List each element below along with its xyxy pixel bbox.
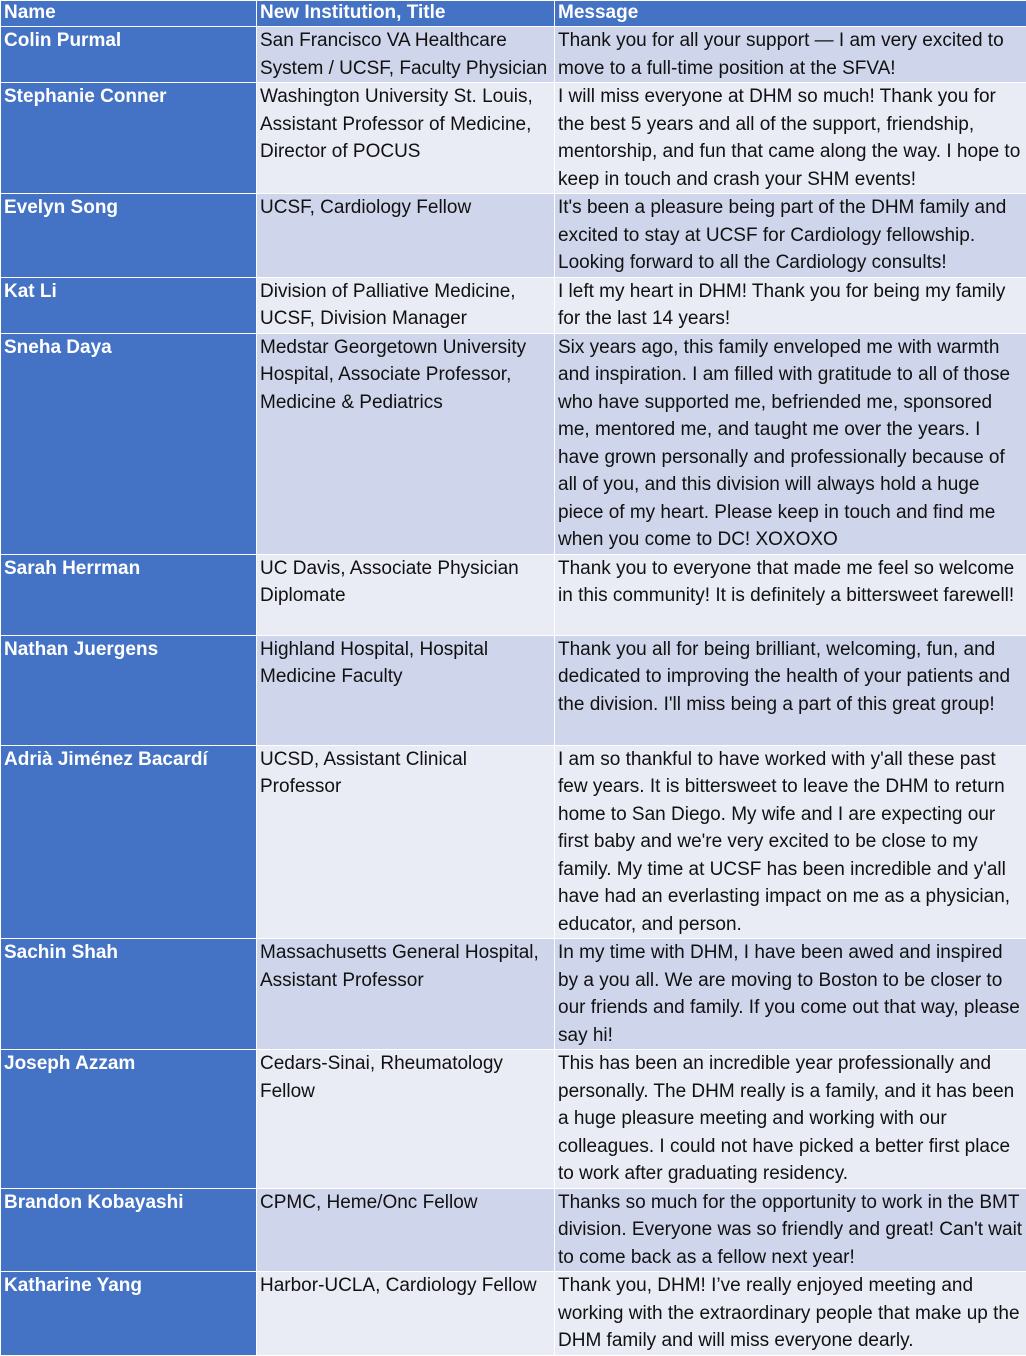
message-cell: This has been an incredible year professionally and personally. The DHM really is a family, and it has been a huge pleasure meeting and working with our colleagues. I could not have picked a better first place to work after graduating residency. bbox=[555, 1050, 1026, 1189]
institution-cell: UCSD, Assistant Clinical Professor bbox=[257, 745, 555, 939]
message-cell: Thank you, DHM! I’ve really enjoyed meeting and working with the extraordinary people that make up the DHM family and will miss everyone dearly. bbox=[555, 1272, 1026, 1356]
message-cell: Six years ago, this family enveloped me with warmth and inspiration. I am filled with gratitude to all of those who have supported me, befriended me, sponsored me, mentored me, and taught me over the years. I have grown personally and professionally because of all of you, and this division will always hold a huge piece of my heart. Please keep in touch and find me when you come to DC! XOXOXO bbox=[555, 333, 1026, 554]
name-cell: Sneha Daya bbox=[1, 333, 257, 554]
name-cell: Adrià Jiménez Bacardí bbox=[1, 745, 257, 939]
message-cell: Thank you for all your support — I am very excited to move to a full-time position at the SFVA! bbox=[555, 27, 1026, 83]
institution-cell: UC Davis, Associate Physician Diplomate bbox=[257, 554, 555, 635]
institution-cell: San Francisco VA Healthcare System / UCSF, Faculty Physician bbox=[257, 27, 555, 83]
institution-cell: Division of Palliative Medicine, UCSF, Division Manager bbox=[257, 277, 555, 333]
column-header-name: Name bbox=[1, 1, 257, 27]
message-cell: In my time with DHM, I have been awed and inspired by a you all. We are moving to Boston to be closer to our friends and family. If you come out that way, please say hi! bbox=[555, 939, 1026, 1050]
column-header-institution: New Institution, Title bbox=[257, 1, 555, 27]
table-row bbox=[1, 554, 1026, 635]
table-row bbox=[1, 745, 1026, 939]
table-row bbox=[1, 1272, 1026, 1356]
table-body bbox=[1, 27, 1026, 1356]
institution-cell: Medstar Georgetown University Hospital, Associate Professor, Medicine & Pediatrics bbox=[257, 333, 555, 554]
header-row bbox=[1, 1, 1026, 27]
name-cell: Stephanie Conner bbox=[1, 83, 257, 194]
name-cell: Sachin Shah bbox=[1, 939, 257, 1050]
table-row bbox=[1, 194, 1026, 278]
table-row bbox=[1, 83, 1026, 194]
message-cell: I am so thankful to have worked with y'all these past few years. It is bittersweet to leave the DHM to return home to San Diego. My wife and I are expecting our first baby and we're very excited to be close to my family. My time at UCSF has been incredible and y'all have had an everlasting impact on me as a physician, educator, and person. bbox=[555, 745, 1026, 939]
message-cell: Thank you to everyone that made me feel so welcome in this community! It is definitely a bittersweet farewell! bbox=[555, 554, 1026, 635]
table-row bbox=[1, 635, 1026, 745]
name-cell: Evelyn Song bbox=[1, 194, 257, 278]
table-row bbox=[1, 1188, 1026, 1272]
institution-cell: Harbor-UCLA, Cardiology Fellow bbox=[257, 1272, 555, 1356]
message-cell: I will miss everyone at DHM so much! Thank you for the best 5 years and all of the support, friendship, mentorship, and fun that came along the way. I hope to keep in touch and crash your SHM events! bbox=[555, 83, 1026, 194]
institution-cell: Highland Hospital, Hospital Medicine Faculty bbox=[257, 635, 555, 745]
name-cell: Colin Purmal bbox=[1, 27, 257, 83]
table-header bbox=[1, 1, 1026, 27]
institution-cell: CPMC, Heme/Onc Fellow bbox=[257, 1188, 555, 1272]
message-cell: Thanks so much for the opportunity to work in the BMT division. Everyone was so friendly and great! Can't wait to come back as a fellow next year! bbox=[555, 1188, 1026, 1272]
name-cell: Katharine Yang bbox=[1, 1272, 257, 1356]
message-cell: Thank you all for being brilliant, welcoming, fun, and dedicated to improving the health of your patients and the division. I'll miss being a part of this great group! bbox=[555, 635, 1026, 745]
table-row bbox=[1, 277, 1026, 333]
institution-cell: UCSF, Cardiology Fellow bbox=[257, 194, 555, 278]
name-cell: Sarah Herrman bbox=[1, 554, 257, 635]
table-row bbox=[1, 939, 1026, 1050]
table-row bbox=[1, 27, 1026, 83]
name-cell: Brandon Kobayashi bbox=[1, 1188, 257, 1272]
table-row bbox=[1, 1050, 1026, 1189]
institution-cell: Massachusetts General Hospital, Assistant Professor bbox=[257, 939, 555, 1050]
column-header-message: Message bbox=[555, 1, 1026, 27]
name-cell: Joseph Azzam bbox=[1, 1050, 257, 1189]
institution-cell: Washington University St. Louis, Assistant Professor of Medicine, Director of POCUS bbox=[257, 83, 555, 194]
name-cell: Kat Li bbox=[1, 277, 257, 333]
institution-cell: Cedars-Sinai, Rheumatology Fellow bbox=[257, 1050, 555, 1189]
message-cell: It's been a pleasure being part of the DHM family and excited to stay at UCSF for Cardiology fellowship. Looking forward to all the Cardiology consults! bbox=[555, 194, 1026, 278]
table-row bbox=[1, 333, 1026, 554]
name-cell: Nathan Juergens bbox=[1, 635, 257, 745]
message-cell: I left my heart in DHM! Thank you for being my family for the last 14 years! bbox=[555, 277, 1026, 333]
